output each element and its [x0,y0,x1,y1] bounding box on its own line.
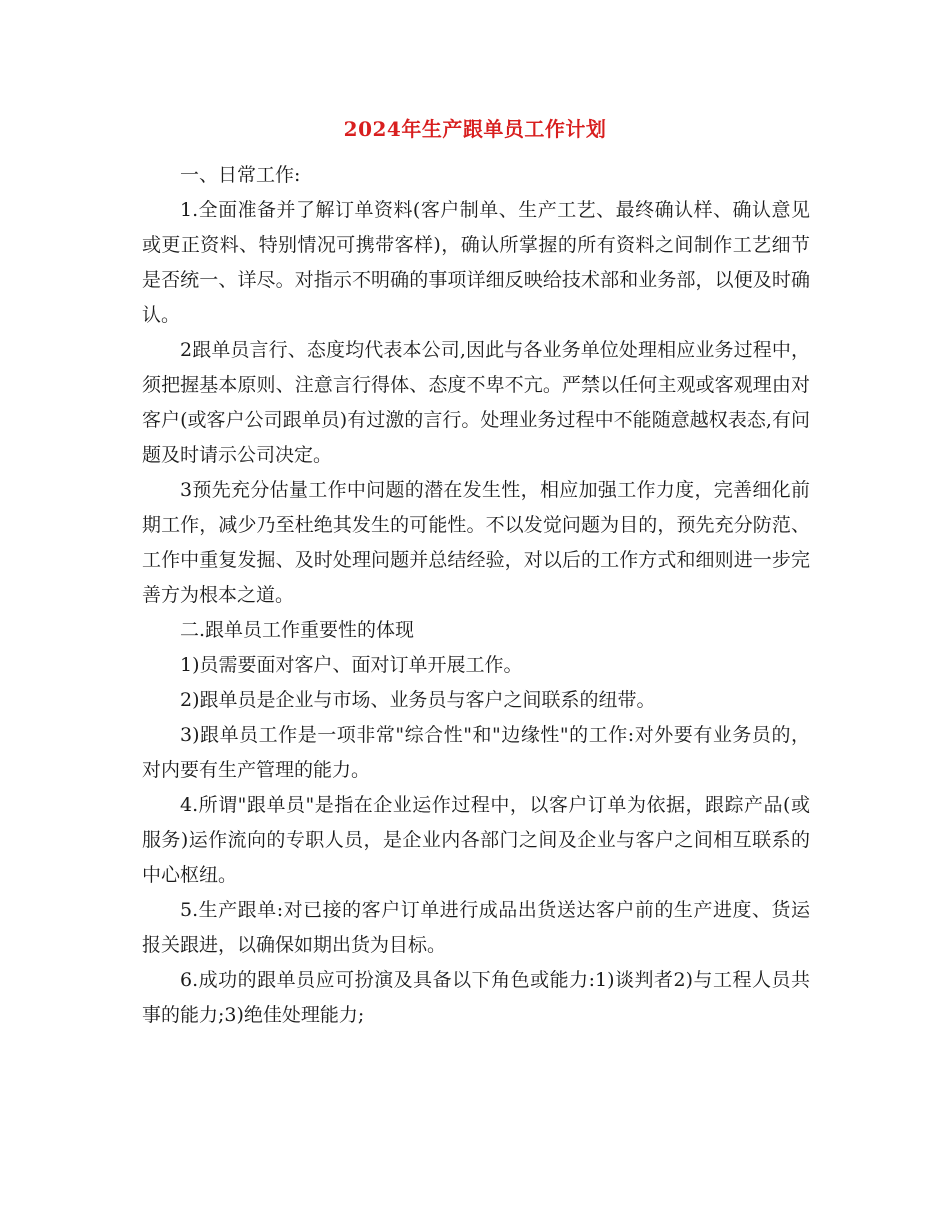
paragraph-item-3: 3预先充分估量工作中问题的潜在发生性，相应加强工作力度，完善细化前期工作，减少乃至杜绝其发生的可能性。不以发觉问题为目的，预先充分防范、工作中重复发掘、及时处理问题并总结经验，对以后的工作方式和细则进一步完善方为根本之道。 [142,479,810,606]
document-body [142,158,810,1033]
section-heading-daily-work: 一、日常工作: [180,164,301,186]
paragraph-item-2: 2跟单员言行、态度均代表本公司,因此与各业务单位处理相应业务过程中，须把握基本原则、注意言行得体、态度不卑不亢。严禁以任何主观或客观理由对客户(或客户公司跟单员)有过激的言行。处理业务过程中不能随意越权表态,有问题及时请示公司决定。 [142,339,810,466]
document-title: 2024年生产跟单员工作计划 [343,117,607,141]
paragraph-item-1: 1.全面准备并了解订单资料(客户制单、生产工艺、最终确认样、确认意见或更正资料、特别情况可携带客样)，确认所掌握的所有资料之间制作工艺细节是否统一、详尽。对指示不明确的事项详细反映给技术部和业务部，以便及时确认。 [142,199,810,326]
list-item-2: 2)跟单员是企业与市场、业务员与客户之间联系的纽带。 [180,689,656,711]
list-item-1: 1)员需要面对客户、面对订单开展工作。 [180,654,523,676]
paragraph-item-6: 6.成功的跟单员应可扮演及具备以下角色或能力:1)谈判者2)与工程人员共事的能力;3)绝佳处理能力; [142,969,810,1026]
section-heading-importance: 二.跟单员工作重要性的体现 [180,619,415,641]
list-item-3: 3)跟单员工作是一项非常"综合性"和"边缘性"的工作:对外要有业务员的，对内要有生产管理的能力。 [142,724,810,781]
paragraph-item-4: 4.所谓"跟单员"是指在企业运作过程中，以客户订单为依据，跟踪产品(或服务)运作流向的专职人员，是企业内各部门之间及企业与客户之间相互联系的中心枢纽。 [142,794,810,886]
paragraph-item-5: 5.生产跟单:对已接的客户订单进行成品出货送达客户前的生产进度、货运报关跟进，以确保如期出货为目标。 [142,899,810,956]
